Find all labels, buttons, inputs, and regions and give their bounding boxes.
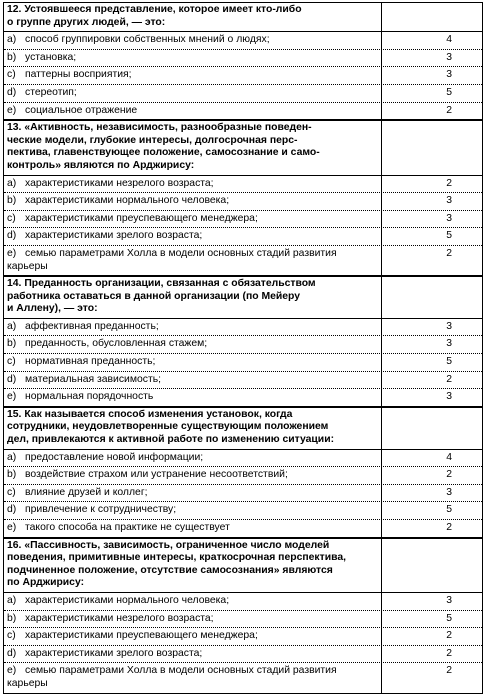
answer-option (4, 450, 482, 468)
answer-cell (4, 389, 382, 406)
option-text-line: характеристиками зрелого возраста; (25, 647, 203, 659)
answer-option (4, 372, 482, 390)
option-text-line: нормальная порядочность (25, 391, 154, 403)
answer-option (4, 319, 482, 337)
answer-option (4, 50, 482, 68)
option-score: 2 (446, 665, 452, 677)
score-column-header (382, 121, 482, 174)
answer-option (4, 354, 482, 372)
question-text (4, 3, 382, 31)
option-text-line: нормативная преданность; (25, 356, 156, 368)
option-score: 2 (446, 177, 452, 189)
question-line: по Арджирису: (7, 577, 85, 589)
option-text-line: карьеры (7, 677, 48, 689)
option-text-line: материальная зависимость; (25, 373, 162, 385)
question-header (4, 408, 482, 450)
answer-option (4, 176, 482, 194)
option-letter: e) (7, 104, 17, 116)
answer-option (4, 502, 482, 520)
answer-option (4, 663, 482, 692)
answer-cell (4, 336, 382, 353)
option-text (25, 391, 378, 404)
option-text (25, 487, 378, 500)
option-text (7, 247, 378, 273)
question-block (4, 406, 482, 537)
option-score: 3 (446, 51, 452, 63)
answer-option (4, 467, 482, 485)
question-block (4, 275, 482, 406)
question-line: о группе других людей, — это: (7, 16, 166, 28)
answer-cell (4, 32, 382, 49)
option-text-line: характеристиками зрелого возраста; (25, 230, 203, 242)
option-letter: c) (7, 486, 16, 498)
option-text-line: характеристиками нормального человека; (25, 594, 230, 606)
answer-option (4, 228, 482, 246)
option-score: 2 (446, 469, 452, 481)
option-text-line: установка; (25, 51, 77, 63)
option-letter: e) (7, 391, 17, 403)
answer-cell (4, 467, 382, 484)
option-letter: a) (7, 451, 17, 463)
question-text (4, 277, 382, 318)
question-line: дел, привлекаются к активной работе по изменению ситуации: (7, 434, 335, 446)
score-column-header (382, 539, 482, 592)
option-letter: b) (7, 469, 17, 481)
option-letter: c) (7, 69, 16, 81)
answer-cell (4, 50, 382, 67)
answer-cell (4, 628, 382, 645)
answer-cell (4, 646, 382, 663)
option-text-line: предоставление новой информации; (25, 451, 204, 463)
answer-option (4, 593, 482, 611)
option-letter: b) (7, 338, 17, 350)
option-text (25, 178, 378, 191)
option-score: 3 (446, 212, 452, 224)
answer-cell (4, 103, 382, 120)
option-score: 2 (446, 104, 452, 116)
answer-option (4, 646, 482, 664)
answer-option (4, 628, 482, 646)
question-text (4, 539, 382, 592)
option-text-line: характеристиками незрелого возраста; (25, 612, 214, 624)
question-line: пектива, главенствующее положение, самосознание и само- (7, 147, 320, 159)
answer-option (4, 85, 482, 103)
answer-cell (4, 354, 382, 371)
option-text (25, 195, 378, 208)
question-block (4, 537, 482, 693)
option-text (25, 452, 378, 465)
option-text (25, 105, 378, 118)
option-text-line: преданность, обусловленная стажем; (25, 338, 208, 350)
question-line: сотрудники, неудовлетворенные существующим положением (7, 421, 329, 433)
question-block (4, 3, 482, 119)
question-line: работника оставаться в данной организации (по Мейеру (7, 290, 301, 302)
option-text (25, 648, 378, 661)
answer-option (4, 32, 482, 50)
option-score: 2 (446, 647, 452, 659)
option-text (25, 52, 378, 65)
answer-cell (4, 228, 382, 245)
answer-option (4, 103, 482, 120)
option-text-line: социальное отражение (25, 104, 138, 116)
option-letter: c) (7, 630, 16, 642)
option-text-line: семью параметрами Холла в модели основных стадий развития (25, 665, 337, 677)
option-text (25, 469, 378, 482)
question-line: 16. «Пассивность, зависимость, ограниченное число моделей (7, 539, 330, 551)
option-score: 2 (446, 630, 452, 642)
option-letter: d) (7, 504, 17, 516)
answer-cell (4, 450, 382, 467)
option-text (25, 356, 378, 369)
option-text-line: аффективная преданность; (25, 320, 159, 332)
option-text (25, 87, 378, 100)
option-text-line: характеристиками нормального человека; (25, 195, 230, 207)
option-letter: d) (7, 647, 17, 659)
answer-cell (4, 85, 382, 102)
option-score: 3 (446, 391, 452, 403)
option-text-line: характеристиками преуспевающего менеджера; (25, 630, 258, 642)
option-letter: b) (7, 612, 17, 624)
option-text-line: воздействие страхом или устранение несоответствий; (25, 469, 288, 481)
option-text (7, 665, 378, 690)
question-text (4, 121, 382, 174)
option-letter: a) (7, 320, 17, 332)
answer-option (4, 520, 482, 537)
option-text (25, 504, 378, 517)
option-letter: e) (7, 665, 17, 677)
answer-option (4, 611, 482, 629)
question-line: поведения, примитивные интересы, краткосрочная перспектива, (7, 552, 347, 564)
option-score: 4 (446, 451, 452, 463)
answer-cell (4, 502, 382, 519)
option-score: 5 (446, 356, 452, 368)
option-text-line: характеристиками преуспевающего менеджера; (25, 212, 258, 224)
answer-cell (4, 520, 382, 537)
option-letter: d) (7, 86, 17, 98)
score-column-header (382, 408, 482, 449)
option-score: 3 (446, 69, 452, 81)
option-text (25, 69, 378, 82)
option-text (25, 595, 378, 608)
option-score: 3 (446, 195, 452, 207)
answer-option (4, 67, 482, 85)
test-table (3, 2, 483, 694)
answer-cell (4, 211, 382, 228)
option-text (25, 213, 378, 226)
option-score: 4 (446, 34, 452, 46)
option-text-line: семью параметрами Холла в модели основных стадий развития (25, 247, 337, 259)
option-score: 3 (446, 486, 452, 498)
question-text (4, 408, 382, 449)
option-letter: e) (7, 522, 17, 533)
option-score: 2 (446, 522, 452, 533)
option-score: 5 (446, 230, 452, 242)
question-header (4, 539, 482, 593)
option-text-line: привлечение к сотрудничеству; (25, 504, 177, 516)
option-letter: c) (7, 356, 16, 368)
answer-cell (4, 176, 382, 193)
question-header (4, 3, 482, 32)
option-letter: c) (7, 212, 16, 224)
option-letter: d) (7, 373, 17, 385)
answer-cell (4, 611, 382, 628)
option-text (25, 522, 378, 535)
option-text-line: характеристиками незрелого возраста; (25, 177, 214, 189)
option-text-line: способ группировки собственных мнений о людях; (25, 34, 270, 46)
option-letter: a) (7, 34, 17, 46)
question-header (4, 277, 482, 319)
answer-cell (4, 246, 382, 275)
option-score: 3 (446, 594, 452, 606)
question-line: 12. Устоявшееся представление, которое имеет кто-либо (7, 4, 302, 15)
option-text-line: паттерны восприятия; (25, 69, 132, 81)
option-text-line: влияние друзей и коллег; (25, 486, 148, 498)
question-line: подчиненное положение, отсутствие самосознания» являются (7, 564, 333, 576)
option-score: 5 (446, 504, 452, 516)
answer-option (4, 193, 482, 211)
answer-cell (4, 663, 382, 692)
answer-option (4, 485, 482, 503)
option-text-line: карьеры (7, 260, 48, 272)
answer-cell (4, 193, 382, 210)
question-line: и Аллену), — это: (7, 303, 98, 315)
option-letter: b) (7, 51, 17, 63)
option-score: 2 (446, 247, 452, 259)
option-text-line: такого способа на практике не существует (25, 522, 230, 533)
answer-cell (4, 593, 382, 610)
option-letter: a) (7, 177, 17, 189)
option-letter: a) (7, 594, 17, 606)
question-line: ческие модели, глубокие интересы, долгосрочная перс- (7, 134, 298, 146)
option-score: 5 (446, 612, 452, 624)
option-text (25, 321, 378, 334)
option-score: 2 (446, 373, 452, 385)
option-text (25, 613, 378, 626)
option-text (25, 338, 378, 351)
question-line: 13. «Активность, независимость, разнообразные поведен- (7, 122, 312, 134)
answer-option (4, 336, 482, 354)
option-text (25, 34, 378, 47)
option-score: 5 (446, 86, 452, 98)
answer-option (4, 389, 482, 406)
option-letter: e) (7, 247, 17, 259)
answer-option (4, 211, 482, 229)
option-letter: d) (7, 230, 17, 242)
answer-cell (4, 372, 382, 389)
answer-option (4, 246, 482, 275)
option-text (25, 230, 378, 243)
answer-cell (4, 485, 382, 502)
option-letter: b) (7, 195, 17, 207)
option-score: 3 (446, 320, 452, 332)
option-text (25, 374, 378, 387)
answer-cell (4, 67, 382, 84)
option-text-line: стереотип; (25, 86, 77, 98)
question-header (4, 121, 482, 175)
option-text (25, 630, 378, 643)
question-line: 15. Как называется способ изменения установок, когда (7, 408, 293, 420)
question-block (4, 119, 482, 275)
score-column-header (382, 277, 482, 318)
option-score: 3 (446, 338, 452, 350)
question-line: 14. Преданность организации, связанная с обязательством (7, 278, 316, 290)
score-column-header (382, 3, 482, 31)
answer-cell (4, 319, 382, 336)
question-line: контроль» являются по Арджирису: (7, 159, 195, 171)
